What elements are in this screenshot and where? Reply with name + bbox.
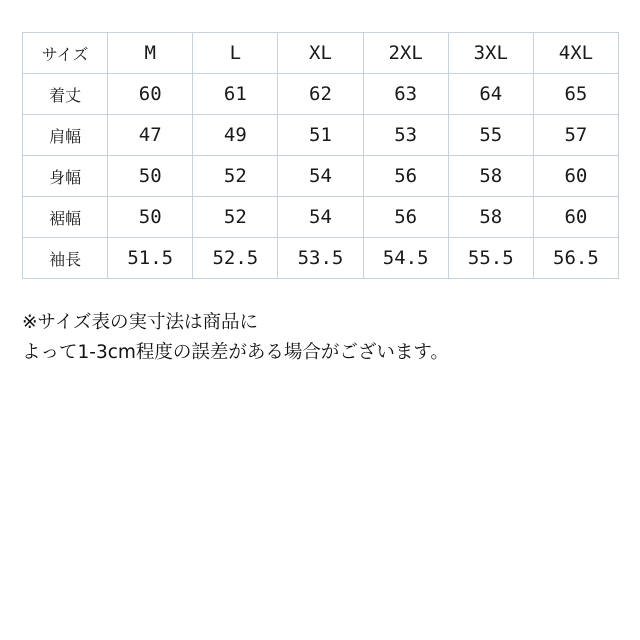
table-cell: 62 (278, 74, 363, 115)
note-line-1: ※サイズ表の実寸法は商品に (22, 312, 259, 333)
header-cell-xl: XL (278, 33, 363, 74)
table-cell: 51.5 (108, 238, 193, 279)
table-cell: 58 (448, 156, 533, 197)
header-cell-l: L (193, 33, 278, 74)
table-cell: 55 (448, 115, 533, 156)
header-cell-2xl: 2XL (363, 33, 448, 74)
table-cell: 50 (108, 197, 193, 238)
table-cell: 60 (533, 156, 618, 197)
table-cell: 50 (108, 156, 193, 197)
row-label: 着丈 (23, 74, 108, 115)
table-cell: 51 (278, 115, 363, 156)
table-cell: 60 (533, 197, 618, 238)
row-label: 袖長 (23, 238, 108, 279)
table-cell: 53 (363, 115, 448, 156)
row-label: 裾幅 (23, 197, 108, 238)
table-cell: 65 (533, 74, 618, 115)
header-cell-m: M (108, 33, 193, 74)
header-cell-3xl: 3XL (448, 33, 533, 74)
table-cell: 54 (278, 197, 363, 238)
table-cell: 53.5 (278, 238, 363, 279)
table-header-row (23, 33, 619, 74)
note-line-2: よって1-3cm程度の誤差がある場合がございます。 (22, 342, 449, 363)
table-cell: 54.5 (363, 238, 448, 279)
table-cell: 52 (193, 156, 278, 197)
table-cell: 56 (363, 197, 448, 238)
table-cell: 52.5 (193, 238, 278, 279)
table-row (23, 115, 619, 156)
size-chart-table (22, 32, 619, 279)
table-cell: 61 (193, 74, 278, 115)
table-cell: 58 (448, 197, 533, 238)
table-cell: 56.5 (533, 238, 618, 279)
table-cell: 54 (278, 156, 363, 197)
table-cell: 49 (193, 115, 278, 156)
table-cell: 47 (108, 115, 193, 156)
table-cell: 56 (363, 156, 448, 197)
header-cell-4xl: 4XL (533, 33, 618, 74)
table-row (23, 197, 619, 238)
table-cell: 57 (533, 115, 618, 156)
table-cell: 64 (448, 74, 533, 115)
header-cell-size: サイズ (23, 33, 108, 74)
measurement-note (22, 308, 622, 368)
table-row (23, 156, 619, 197)
table-cell: 55.5 (448, 238, 533, 279)
table-cell: 60 (108, 74, 193, 115)
row-label: 肩幅 (23, 115, 108, 156)
row-label: 身幅 (23, 156, 108, 197)
table-row (23, 238, 619, 279)
table-row (23, 74, 619, 115)
table-cell: 63 (363, 74, 448, 115)
table-cell: 52 (193, 197, 278, 238)
